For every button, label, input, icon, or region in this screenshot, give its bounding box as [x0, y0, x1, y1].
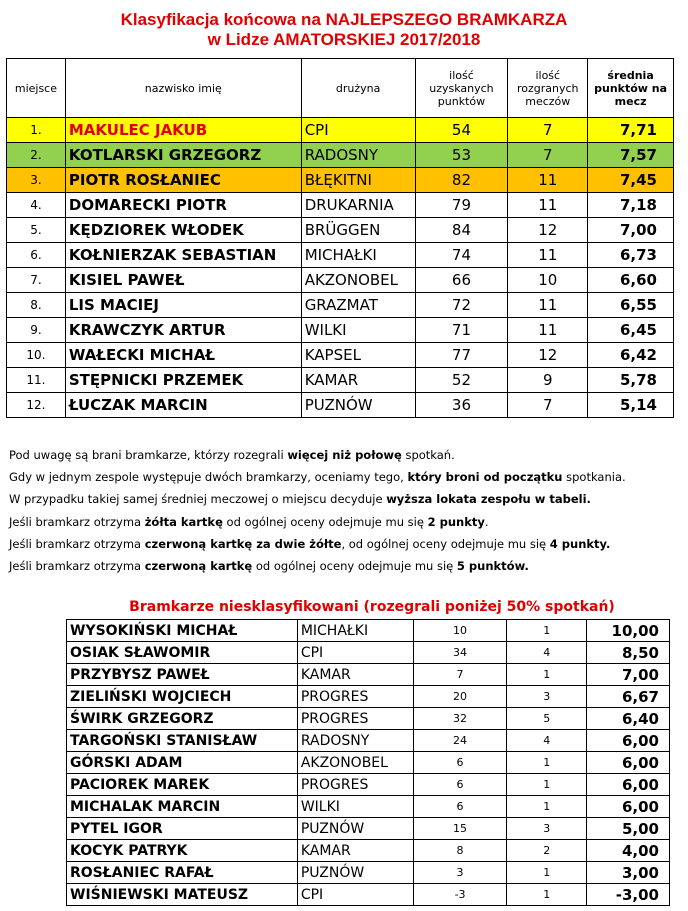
average-cell: 6,60: [588, 268, 674, 293]
header-name: nazwisko imię: [65, 59, 301, 118]
unclassified-row: [67, 730, 670, 752]
rule-text: Jeśli bramkarz otrzyma: [9, 559, 145, 574]
team-cell: CPI: [297, 642, 413, 664]
matches-cell: 11: [508, 318, 588, 343]
matches-cell: 12: [508, 343, 588, 368]
ranking-row: [7, 143, 674, 168]
matches-cell: 7: [508, 143, 588, 168]
unclassified-table: [66, 619, 670, 906]
points-cell: 53: [415, 143, 508, 168]
rule-emphasis: więcej niż połowę: [287, 448, 402, 462]
team-cell: RADOSNY: [297, 730, 413, 752]
team-cell: KAPSEL: [301, 343, 415, 368]
points-cell: 79: [415, 193, 508, 218]
rule-text: Pod uwagę są brani bramkarze, którzy rozegrali: [9, 448, 288, 462]
team-cell: BŁĘKITNI: [301, 168, 415, 193]
header-average: średnia punktów na mecz: [588, 59, 674, 118]
player-name-cell: KOCYK PATRYK: [67, 840, 298, 862]
rule-note: [9, 511, 626, 533]
team-cell: PUZNÓW: [297, 862, 413, 884]
player-name-cell: GÓRSKI ADAM: [67, 752, 298, 774]
rule-text: Jeśli bramkarz otrzyma: [9, 514, 145, 529]
matches-cell: 10: [508, 268, 588, 293]
points-cell: 8: [413, 840, 507, 862]
unclassified-row: [67, 884, 670, 906]
average-cell: 7,00: [587, 664, 670, 686]
team-cell: PROGRES: [297, 774, 413, 796]
header-matches: ilość rozgranych meczów: [508, 59, 588, 118]
unclassified-row: [67, 840, 670, 862]
ranking-table-header: [7, 59, 674, 118]
average-cell: 6,45: [588, 318, 674, 343]
rank-cell: 2.: [7, 143, 66, 168]
rank-cell: 7.: [7, 268, 66, 293]
rank-cell: 12.: [7, 393, 66, 418]
average-cell: 6,42: [588, 343, 674, 368]
ranking-row: [7, 268, 674, 293]
average-cell: 7,00: [588, 218, 674, 243]
ranking-row: [7, 318, 674, 343]
average-cell: 5,14: [588, 393, 674, 418]
player-name-cell: ROSŁANIEC RAFAŁ: [67, 862, 298, 884]
average-cell: 7,45: [588, 168, 674, 193]
player-name-cell: STĘPNICKI PRZEMEK: [65, 368, 301, 393]
rule-emphasis: 5 punktów.: [456, 559, 529, 574]
matches-cell: 4: [507, 730, 587, 752]
player-name-cell: KOTLARSKI GRZEGORZ: [65, 143, 301, 168]
team-cell: DRUKARNIA: [301, 193, 415, 218]
team-cell: WILKI: [301, 318, 415, 343]
ranking-row: [7, 193, 674, 218]
matches-cell: 7: [508, 393, 588, 418]
team-cell: GRAZMAT: [301, 293, 415, 318]
header-place: miejsce: [7, 59, 66, 118]
player-name-cell: PIOTR ROSŁANIEC: [65, 168, 301, 193]
average-cell: 6,73: [588, 243, 674, 268]
rule-emphasis: wyższa lokata zespołu w tabeli.: [386, 492, 591, 507]
header-points: ilość uzyskanych punktów: [415, 59, 508, 118]
average-cell: 6,55: [588, 293, 674, 318]
rank-cell: 6.: [7, 243, 66, 268]
rule-emphasis: 4 punkty.: [549, 536, 611, 551]
team-cell: BRÜGGEN: [301, 218, 415, 243]
matches-cell: 11: [508, 193, 588, 218]
points-cell: 52: [415, 368, 508, 393]
matches-cell: 3: [507, 686, 587, 708]
player-name-cell: PYTEL IGOR: [67, 818, 298, 840]
unclassified-row: [67, 774, 670, 796]
points-cell: 54: [415, 118, 508, 143]
team-cell: WILKI: [297, 796, 413, 818]
rank-cell: 9.: [7, 318, 66, 343]
rule-text: .: [484, 514, 489, 529]
unclassified-title: Bramkarze niesklasyfikowani (rozegrali poniżej 50% spotkań): [129, 599, 615, 615]
rule-text: Jeśli bramkarz otrzyma: [9, 536, 145, 551]
matches-cell: 11: [508, 168, 588, 193]
unclassified-row: [67, 708, 670, 730]
player-name-cell: MICHALAK MARCIN: [67, 796, 298, 818]
average-cell: 6,00: [587, 730, 670, 752]
player-name-cell: KISIEL PAWEŁ: [65, 268, 301, 293]
ranking-row: [7, 393, 674, 418]
points-cell: 72: [415, 293, 508, 318]
unclassified-row: [67, 862, 670, 884]
rule-text: W przypadku takiej samej średniej meczowej o miejscu decyduje: [9, 492, 387, 507]
points-cell: 77: [415, 343, 508, 368]
player-name-cell: TARGOŃSKI STANISŁAW: [67, 730, 298, 752]
player-name-cell: ZIELIŃSKI WOJCIECH: [67, 686, 298, 708]
header-team: drużyna: [301, 59, 415, 118]
matches-cell: 1: [507, 884, 587, 906]
average-cell: 6,00: [587, 796, 670, 818]
points-cell: 36: [415, 393, 508, 418]
rank-cell: 3.: [7, 168, 66, 193]
player-name-cell: KOŁNIERZAK SEBASTIAN: [65, 243, 301, 268]
rule-text: Gdy w jednym zespole występuje dwóch bramkarzy, oceniamy tego,: [9, 470, 408, 485]
average-cell: 7,57: [588, 143, 674, 168]
average-cell: 8,50: [587, 642, 670, 664]
player-name-cell: WAŁECKI MICHAŁ: [65, 343, 301, 368]
points-cell: 82: [415, 168, 508, 193]
matches-cell: 1: [507, 752, 587, 774]
team-cell: CPI: [297, 884, 413, 906]
points-cell: 15: [413, 818, 507, 840]
team-cell: CPI: [301, 118, 415, 143]
points-cell: 32: [413, 708, 507, 730]
team-cell: KAMAR: [297, 840, 413, 862]
unclassified-row: [67, 796, 670, 818]
team-cell: PROGRES: [297, 686, 413, 708]
rule-emphasis: czerwoną kartkę za dwie żółte: [144, 536, 342, 551]
rule-note: [9, 555, 626, 577]
player-name-cell: MAKULEC JAKUB: [65, 118, 301, 143]
matches-cell: 1: [507, 862, 587, 884]
points-cell: -3: [413, 884, 507, 906]
matches-cell: 1: [507, 664, 587, 686]
average-cell: 5,00: [587, 818, 670, 840]
points-cell: 7: [413, 664, 507, 686]
points-cell: 6: [413, 774, 507, 796]
points-cell: 10: [413, 620, 507, 642]
ranking-row: [7, 243, 674, 268]
points-cell: 71: [415, 318, 508, 343]
rank-cell: 10.: [7, 343, 66, 368]
player-name-cell: LIS MACIEJ: [65, 293, 301, 318]
average-cell: -3,00: [587, 884, 670, 906]
unclassified-row: [67, 752, 670, 774]
team-cell: KAMAR: [297, 664, 413, 686]
rule-note: [9, 488, 626, 510]
rule-emphasis: 2 punkty: [427, 514, 485, 529]
average-cell: 10,00: [587, 620, 670, 642]
ranking-row: [7, 343, 674, 368]
team-cell: MICHAŁKI: [297, 620, 413, 642]
points-cell: 24: [413, 730, 507, 752]
rule-note: [9, 444, 626, 466]
matches-cell: 11: [508, 293, 588, 318]
matches-cell: 7: [508, 118, 588, 143]
points-cell: 74: [415, 243, 508, 268]
ranking-row: [7, 168, 674, 193]
rule-text: , od ogólnej oceny odejmuje mu się: [341, 536, 550, 551]
matches-cell: 9: [508, 368, 588, 393]
points-cell: 34: [413, 642, 507, 664]
rule-text: spotkań.: [401, 448, 455, 462]
matches-cell: 1: [507, 774, 587, 796]
ranking-table: [6, 58, 674, 418]
team-cell: PUZNÓW: [297, 818, 413, 840]
matches-cell: 11: [508, 243, 588, 268]
player-name-cell: DOMARECKI PIOTR: [65, 193, 301, 218]
points-cell: 84: [415, 218, 508, 243]
points-cell: 20: [413, 686, 507, 708]
matches-cell: 4: [507, 642, 587, 664]
team-cell: PUZNÓW: [301, 393, 415, 418]
rank-cell: 5.: [7, 218, 66, 243]
team-cell: KAMAR: [301, 368, 415, 393]
unclassified-row: [67, 620, 670, 642]
matches-cell: 12: [508, 218, 588, 243]
rule-emphasis: który broni od początku: [407, 470, 563, 485]
player-name-cell: PRZYBYSZ PAWEŁ: [67, 664, 298, 686]
team-cell: MICHAŁKI: [301, 243, 415, 268]
average-cell: 6,00: [587, 774, 670, 796]
matches-cell: 3: [507, 818, 587, 840]
rule-note: [9, 533, 626, 555]
player-name-cell: WIŚNIEWSKI MATEUSZ: [67, 884, 298, 906]
ranking-row: [7, 218, 674, 243]
rank-cell: 4.: [7, 193, 66, 218]
player-name-cell: KĘDZIOREK WŁODEK: [65, 218, 301, 243]
points-cell: 66: [415, 268, 508, 293]
rule-emphasis: czerwoną kartkę: [144, 559, 253, 574]
average-cell: 5,78: [588, 368, 674, 393]
player-name-cell: WYSOKIŃSKI MICHAŁ: [67, 620, 298, 642]
team-cell: AKZONOBEL: [297, 752, 413, 774]
team-cell: PROGRES: [297, 708, 413, 730]
unclassified-row: [67, 664, 670, 686]
unclassified-row: [67, 642, 670, 664]
matches-cell: 1: [507, 796, 587, 818]
ranking-row: [7, 368, 674, 393]
player-name-cell: KRAWCZYK ARTUR: [65, 318, 301, 343]
rank-cell: 11.: [7, 368, 66, 393]
unclassified-row: [67, 686, 670, 708]
team-cell: RADOSNY: [301, 143, 415, 168]
average-cell: 6,00: [587, 752, 670, 774]
player-name-cell: ŚWIRK GRZEGORZ: [67, 708, 298, 730]
unclassified-row: [67, 818, 670, 840]
matches-cell: 1: [507, 620, 587, 642]
page-subtitle: w Lidze AMATORSKIEJ 2017/2018: [207, 30, 481, 49]
rule-text: spotkania.: [562, 470, 626, 485]
rule-text: od ogólnej oceny odejmuje mu się: [222, 514, 428, 529]
average-cell: 6,40: [587, 708, 670, 730]
page-title: Klasyfikacja końcowa na NAJLEPSZEGO BRAMKARZA: [120, 10, 568, 29]
rank-cell: 1.: [7, 118, 66, 143]
points-cell: 3: [413, 862, 507, 884]
ranking-row: [7, 118, 674, 143]
points-cell: 6: [413, 752, 507, 774]
rank-cell: 8.: [7, 293, 66, 318]
average-cell: 3,00: [587, 862, 670, 884]
average-cell: 7,18: [588, 193, 674, 218]
player-name-cell: ŁUCZAK MARCIN: [65, 393, 301, 418]
player-name-cell: OSIAK SŁAWOMIR: [67, 642, 298, 664]
team-cell: AKZONOBEL: [301, 268, 415, 293]
rule-text: od ogólnej oceny odejmuje mu się: [252, 559, 457, 574]
rule-emphasis: żółta kartkę: [144, 514, 223, 529]
ranking-row: [7, 293, 674, 318]
rule-note: [9, 466, 626, 488]
matches-cell: 5: [507, 708, 587, 730]
average-cell: 6,67: [587, 686, 670, 708]
average-cell: 7,71: [588, 118, 674, 143]
average-cell: 4,00: [587, 840, 670, 862]
points-cell: 6: [413, 796, 507, 818]
rules-notes: [9, 444, 626, 577]
matches-cell: 2: [507, 840, 587, 862]
player-name-cell: PACIOREK MAREK: [67, 774, 298, 796]
